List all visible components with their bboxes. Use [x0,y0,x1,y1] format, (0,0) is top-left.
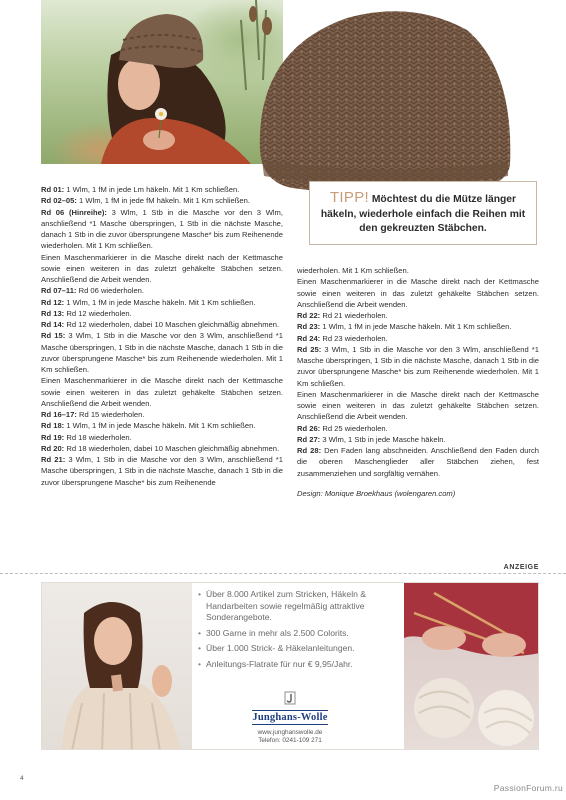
brand-name: Junghans-Wolle [252,712,328,723]
pattern-row [41,308,283,319]
row-text: 3 Wlm, 1 Stb in die Masche vor den 3 Wlm, anschließend *1 Masche überspringen, 1 Stb in die nächste Masche, danach 1 Stb in die zuvor übersprungene Masche* bis zum Reihenende wiederholen. Mit 1 Km schließen. [297,344,539,388]
row-text: Rd 12 wiederholen, dabei 10 Maschen gleichmäßig abnehmen. [64,320,280,329]
row-label: Rd 21: [41,455,66,464]
row-label: Rd 02–05: [41,196,77,206]
pattern-row [41,443,283,454]
woman-illustration [41,0,283,164]
row-text: 3 Wlm, 1 Stb in die Masche vor den 3 Wlm, anschließend *1 Masche überspringen, 1 Stb in die nächste Masche, danach 1 Stb in die zuvor übersprungene Masche* bis zum Reihenende [41,455,283,487]
photo-woman-with-hat [41,0,283,164]
watermark: PassionForum.ru [493,783,563,793]
pattern-row [41,420,283,431]
row-label: Rd 07–11: [41,286,77,296]
row-label: Rd 23: [297,322,321,332]
pattern-note [297,389,539,423]
ad-bullet: • Anleitungs-Flatrate für nur € 9,95/Jahr. [198,659,403,671]
brand-contact [240,729,340,745]
pattern-column-left [41,184,283,488]
row-text: Rd 18 wiederholen, dabei 10 Maschen gleichmäßig abnehmen. [64,443,280,453]
ad-divider [0,573,566,574]
row-text: Den Faden lang abschneiden. Anschließend den Faden durch die oberen Maschenglieder aller Stäbchen ziehen, fest zusammenziehen und sorgfältig vernähen. [297,446,539,478]
tip-text: Möchtest du die Mütze länger häkeln, wiederhole einfach die Reihen mit den gekreuzten Stäbchen. [320,194,526,234]
sweater-woman-illustration [42,583,192,750]
page-number: 4 [20,775,24,782]
tip-heading: TIPP! [329,189,369,206]
pattern-row [41,319,283,330]
ad-photo-knitting [404,583,539,750]
pattern-row [41,330,283,375]
row-label: Rd 20: [41,443,65,453]
row-label: Rd 27: [297,434,321,444]
row-text: 3 Wlm, 1 Stb in die Masche vor den 3 Wlm, anschließend *1 Masche überspringen, 1 Stb in die nächste Masche, danach 1 Stb in die zuvor übersprungene Masche* bis zum Reihenende wiederholen. Mit 1 Km schließen. [41,331,283,374]
row-label: Rd 15: [41,331,66,341]
note-text: Einen Maschenmarkierer in die Masche direkt nach der Kettmasche sowie einen weiteren in das zuletzt gehäkelte Stäbchen setzen. Anschließend die Arbeit wenden. [297,389,539,422]
pattern-row [297,434,539,445]
ad-bullet: • 300 Garne in mehr als 2.500 Colorits. [198,628,403,640]
photo-crochet-hat [252,0,514,194]
row-text: 1 Wlm, 1 fM in jede Masche häkeln. Mit 1 Km schließen. [320,322,512,332]
row-label: Rd 24: [297,333,321,343]
note-text: Einen Maschenmarkierer in die Masche direkt nach der Kettmasche sowie einen weiteren in das zuletzt gehäkelte Stäbchen setzen. Anschließend die Arbeit wenden. [297,277,539,309]
row-text: 1 Wlm, 1 fM in jede Lm häkeln. Mit 1 Km schließen. [64,185,240,194]
note-text: Einen Maschenmarkierer in die Masche direkt nach der Kettmasche sowie einen weiteren in das zuletzt gehäkelte Stäbchen setzen. Anschließend die Arbeit wenden. [41,376,283,408]
row-text: Rd 25 wiederholen. [320,423,388,433]
advertisement[interactable] [41,582,539,750]
pattern-note [41,252,283,286]
ad-bullet: • Über 8.000 Artikel zum Stricken, Häkeln & Handarbeiten sowie regelmäßig attraktive Sonderangebote. [198,589,403,624]
pattern-row [297,333,539,344]
ad-bullet: • Über 1.000 Strick- & Häkelanleitungen. [198,643,403,655]
row-text: Rd 12 wiederholen. [64,308,132,318]
pattern-row [297,321,539,332]
row-text: Rd 15 wiederholen. [76,410,145,419]
ad-photo-woman-sweater [42,583,192,750]
row-label: Rd 22: [297,311,321,320]
pattern-row [41,432,283,443]
row-text: 1 Wlm, 1 fM in jede fM häkeln. Mit 1 Km schließen. [76,196,250,206]
pattern-note [297,276,539,310]
pattern-row [41,184,283,195]
ad-feature-list [198,589,403,675]
row-label: Rd 01: [41,185,65,194]
knitting-yarn-illustration [404,583,539,750]
row-label: Rd 25: [297,344,322,354]
pattern-row [297,423,539,434]
pattern-row [297,310,539,321]
pattern-row [297,445,539,479]
row-text: Rd 06 wiederholen. [76,286,145,296]
row-label: Rd 19: [41,432,65,442]
brand-url[interactable]: www.junghanswolle.de [257,729,323,736]
row-label: Rd 28: [297,446,322,455]
row-label: Rd 12: [41,297,65,307]
row-label: Rd 13: [41,308,65,318]
row-text: 3 Wlm, 1 Stb in jede Masche häkeln. [320,434,446,444]
brand-phone: Telefon: 0241-109 271 [258,737,322,745]
crochet-hat-illustration [252,0,514,194]
row-text: 1 Wlm, 1 fM in jede Masche häkeln. Mit 1 Km schließen. [64,421,256,431]
row-text: Rd 23 wiederholen. [320,333,388,343]
row-text: Rd 21 wiederholen. [320,311,388,320]
note-text: wiederholen. Mit 1 Km schließen. [297,266,409,275]
row-label: Rd 06 (Hinreihe): [41,207,107,217]
pattern-row [41,409,283,420]
row-label: Rd 16–17: [41,410,77,419]
ad-label: ANZEIGE [503,564,539,571]
pattern-column-right [297,265,539,499]
row-text: 1 Wlm, 1 fM in jede Masche häkeln. Mit 1 Km schließen. [64,297,256,307]
pattern-row [297,344,539,389]
row-label: Rd 18: [41,421,65,431]
tip-box [309,181,537,245]
note-text: Einen Maschenmarkierer in die Masche direkt nach der Kettmasche sowie einen weiteren in das zuletzt gehäkelte Stäbchen setzen. Anschließend die Arbeit wenden. [41,252,283,284]
row-text: 3 Wlm, 1 Stb in die Masche vor den 3 Wlm, anschließend *1 Masche überspringen, 1 Stb in die nächste Masche, danach 1 Stb in die zuvor übersprungene Masche* bis zum Reihenende wiederholen. Mit 1 Km schließen. [41,207,283,251]
row-label: Rd 14: [41,320,65,329]
pattern-row [41,454,283,488]
pattern-row [41,195,283,206]
brand-j-icon [284,691,296,705]
brand-logo[interactable] [240,691,340,745]
pattern-row [41,285,283,296]
design-credit: Design: Monique Broekhaus (wolengaren.com) [297,488,456,498]
pattern-row [41,297,283,308]
pattern-note [297,265,539,276]
pattern-row [41,207,283,252]
row-label: Rd 26: [297,423,321,433]
row-text: Rd 18 wiederholen. [64,432,132,442]
pattern-note [41,375,283,409]
